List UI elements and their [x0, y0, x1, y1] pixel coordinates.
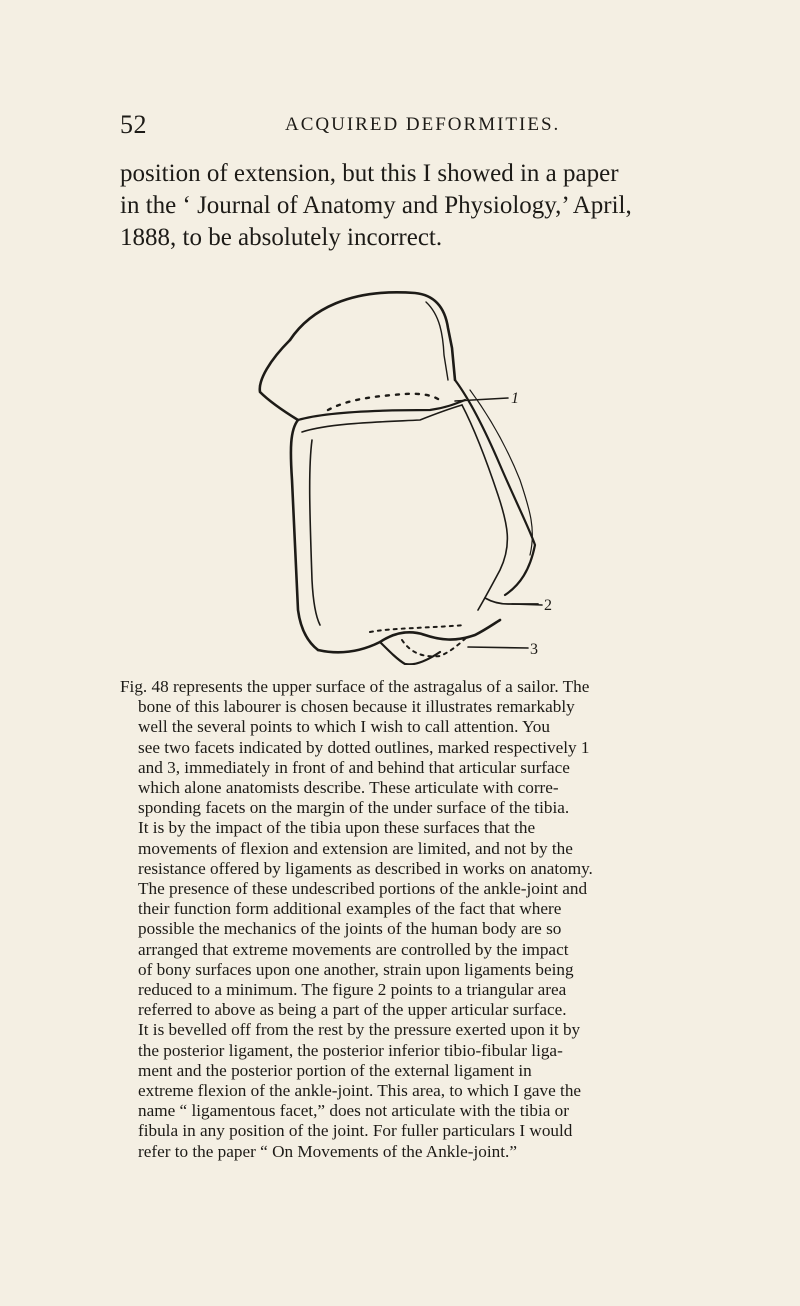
caption-line: reduced to a minimum. The figure 2 points to a triangular area — [138, 980, 567, 1000]
caption-line: extreme flexion of the ankle-joint. This area, to which I gave the — [138, 1081, 582, 1101]
intro-line: 1888, to be absolutely incorrect. — [120, 224, 443, 251]
caption-line: arranged that extreme movements are controlled by the impact — [138, 939, 569, 959]
caption-line: the posterior ligament, the posterior inferior tibio-fibular liga- — [138, 1040, 563, 1060]
caption-line: Fig. 48 represents the upper surface of the astragalus of a sailor. The — [120, 677, 590, 696]
caption-line: bone of this labourer is chosen because it illustrates remarkably — [138, 697, 575, 717]
facet-1-dotted-outline — [328, 394, 442, 410]
label-1-leader — [455, 398, 508, 401]
caption-line: It is by the impact of the tibia upon these surfaces that the — [138, 818, 536, 838]
body-right-inner — [462, 405, 507, 610]
caption-line: movements of flexion and extension are limited, and not by the — [138, 838, 573, 858]
caption-line: resistance offered by ligaments as described in works on anatomy. — [138, 858, 593, 878]
posterior-inner-arc — [380, 642, 440, 664]
caption-line: fibula in any position of the joint. For fuller particulars I would — [138, 1121, 573, 1141]
bone-head-outline — [290, 292, 455, 380]
caption-line: ment and the posterior portion of the external ligament in — [138, 1060, 532, 1080]
figure-caption — [120, 677, 730, 1162]
caption-line: see two facets indicated by dotted outlines, marked respectively 1 — [138, 737, 590, 757]
caption-line: sponding facets on the margin of the under surface of the tibia. — [138, 798, 570, 818]
astragalus-drawing — [230, 280, 590, 665]
caption-line: possible the mechanics of the joints of the human body are so — [138, 919, 562, 939]
caption-line: which alone anatomists describe. These articulate with corre- — [138, 778, 559, 798]
caption-line: The presence of these undescribed portions of the ankle-joint and — [138, 879, 588, 899]
body-left-outline — [291, 420, 318, 650]
figure-label-2: 2 — [544, 597, 552, 614]
caption-line: well the several points to which I wish to call attention. You — [138, 717, 550, 737]
caption-line: their function form additional examples of the fact that where — [138, 899, 562, 919]
figure-label-1: 1 — [511, 390, 519, 407]
caption-line: It is bevelled off from the rest by the pressure exerted upon it by — [138, 1020, 581, 1040]
bone-head-left-edge — [260, 340, 298, 420]
caption-line: name “ ligamentous facet,” does not articulate with the tibia or — [138, 1101, 569, 1121]
figure-label-3: 3 — [530, 641, 538, 658]
label-3-leader — [468, 647, 528, 648]
label-2-leader — [512, 604, 542, 605]
caption-line: and 3, immediately in front of and behind that articular surface — [138, 757, 570, 777]
running-title: ACQUIRED DEFORMITIES. — [285, 114, 561, 135]
intro-line: in the ‘ Journal of Anatomy and Physiology,’ April, — [120, 192, 632, 219]
caption-line: refer to the paper “ On Movements of the Ankle-joint.” — [138, 1141, 517, 1161]
intro-line: position of extension, but this I showed in a paper — [120, 160, 619, 187]
caption-line: referred to above as being a part of the upper articular surface. — [138, 1000, 567, 1020]
astragalus-figure — [230, 280, 590, 665]
articular-top-edge — [298, 400, 465, 420]
caption-line: of bony surfaces upon one another, strain upon ligaments being — [138, 959, 574, 979]
running-head — [120, 110, 720, 140]
body-left-inner — [310, 440, 320, 625]
page-number: 52 — [120, 110, 147, 139]
intro-paragraph — [120, 158, 720, 254]
body-right-outer-2 — [470, 390, 532, 555]
triangular-area-2 — [485, 598, 538, 604]
